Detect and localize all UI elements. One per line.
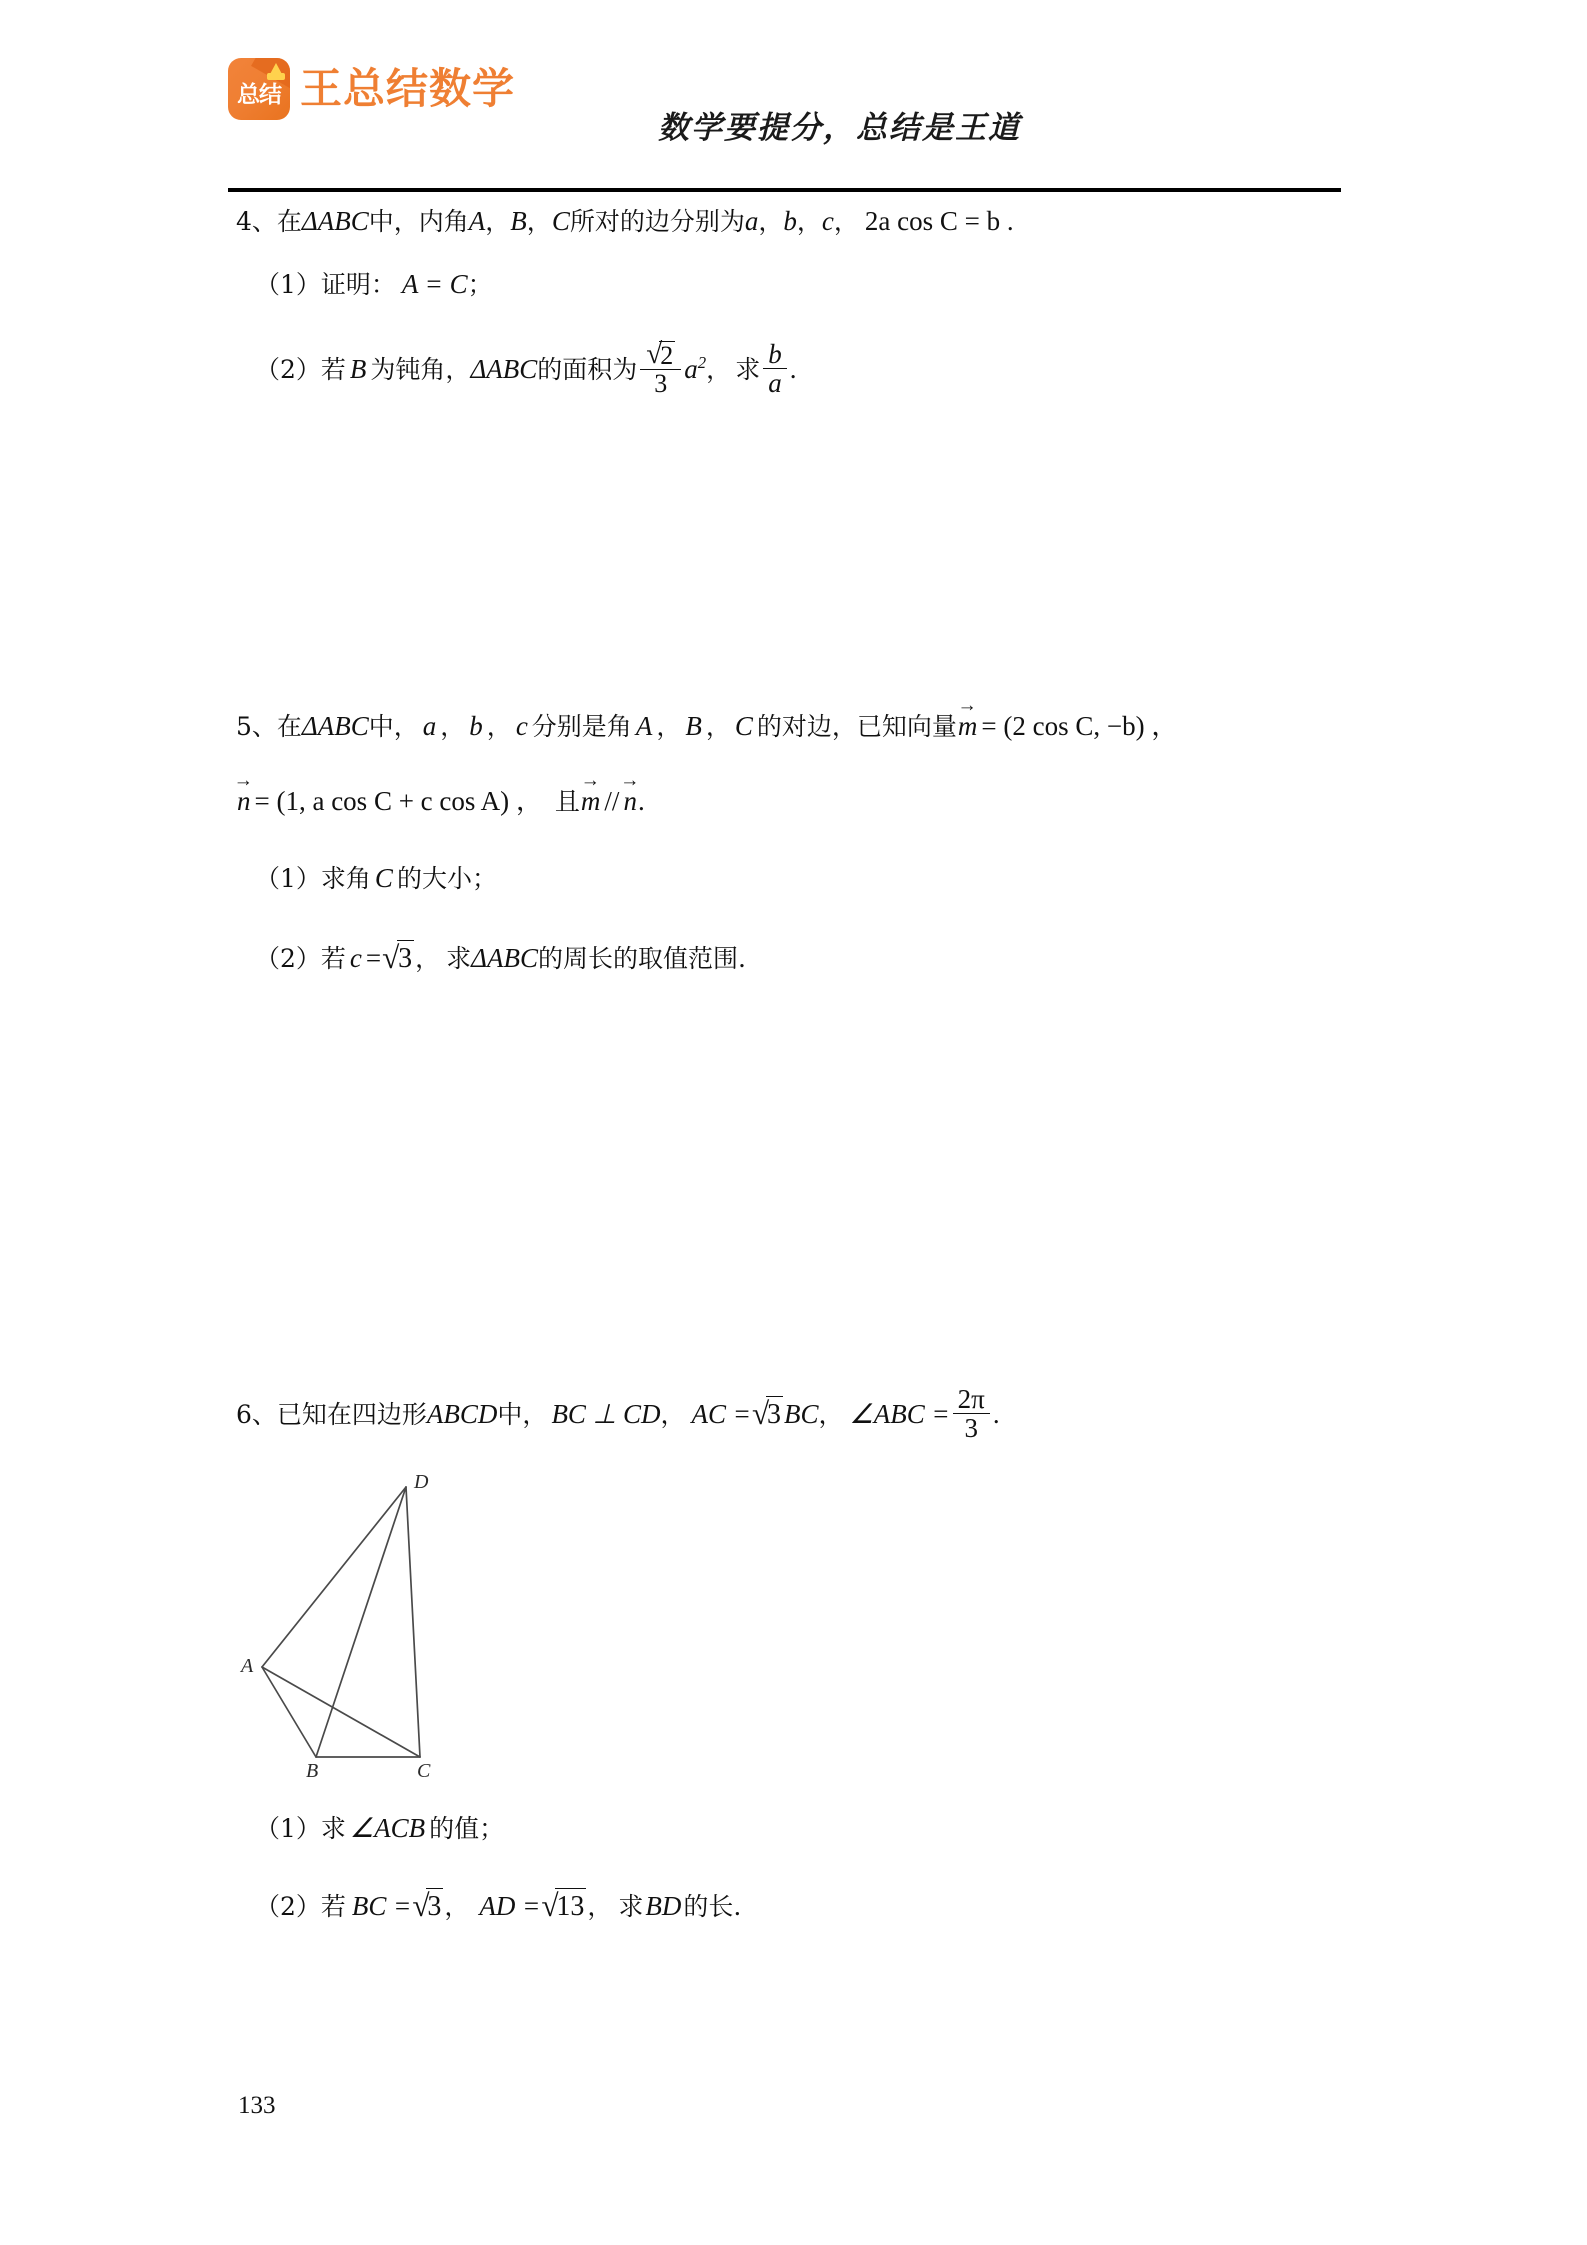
problem-4-equation: 2a cos C = b .: [864, 206, 1014, 236]
angle-abc-label: ∠ABC =: [849, 1399, 950, 1430]
vector-n-parallel: n →: [622, 785, 638, 819]
edge-cd: [406, 1487, 420, 1757]
page-header: [228, 58, 1406, 168]
problem-5-stem-line-1: 5、在ΔABC中， a ， b ， c 分别是角 A ， B ， C 的对边，已知向量m → = (2 cos C, −b) ，: [236, 710, 1178, 744]
brand-name: 王总结数学: [300, 64, 516, 113]
area-fraction: √ $\frac{2}{3}$: [640, 341, 681, 398]
vector-m: m →: [957, 710, 979, 744]
vector-m-parallel: m →: [580, 785, 602, 819]
page-number: 133: [238, 2092, 276, 2119]
edge-ab: [262, 1667, 316, 1757]
sqrt-3-bc: √ 3: [412, 1888, 443, 1924]
sqrt-3: √ 3: [382, 940, 414, 976]
brand-badge-icon: [228, 58, 290, 120]
problem-5-number: 5、: [236, 712, 277, 741]
diagonal-bd: [316, 1487, 406, 1757]
crown-base-icon: [267, 73, 285, 80]
perpendicular-relation: BC ⊥ CD: [551, 1399, 661, 1430]
problem-5-stem-line-2: n → = (1, a cos C + c cos A) ， 且m → // n →.: [236, 785, 645, 819]
problem-4-number: 4、: [236, 207, 277, 236]
ratio-fraction: $\frac{b}{a}$: [763, 340, 787, 398]
vertex-label-b: B: [306, 1760, 319, 1782]
problem-4-part-2: （2）若 B 为钝角，ΔABC的面积为 √ $\frac{2}{3}$ $a^2$， 求 $\frac{b}{a}$ .: [255, 340, 796, 398]
a-squared: $a^2$: [684, 353, 707, 385]
problem-6-number: 6、: [236, 1400, 277, 1430]
problem-4-stem: 4、在ΔABC中，内角A，B，C所对的边分别为a，b，c， 2a cos C = b .: [236, 206, 1014, 236]
vertex-label-c: C: [417, 1760, 431, 1782]
problem-6-stem: 6、已知在四边形ABCD中， BC ⊥ CD， AC = √ 3 BC， ∠ABC = $\frac{2\pi}{3}$ .: [236, 1385, 1000, 1443]
vertex-label-d: D: [414, 1471, 429, 1493]
problem-6-part-2: （2）若 BC = √ 3 ， AD = √ 13 ， 求BD的长.: [255, 1888, 741, 1924]
sqrt-3-ac: √ 3: [752, 1396, 783, 1432]
problem-5-part-1: （1）求角 C 的大小；: [255, 863, 497, 893]
edge-da: [262, 1487, 406, 1667]
header-divider: [228, 188, 1341, 192]
angle-fraction: $\frac{2\pi}{3}$: [953, 1385, 990, 1443]
quadrilateral-abcd-diagram: [236, 1455, 486, 1800]
problem-6-part-1: （1）求 ∠ACB 的值；: [255, 1813, 505, 1843]
vector-n: n →: [236, 785, 252, 819]
problem-6-figure: [236, 1455, 486, 1800]
vertex-label-a: A: [241, 1655, 254, 1677]
problem-5-part-2: （2）若 c = √ 3 ， 求ΔABC的周长的取值范围.: [255, 940, 746, 976]
brand-logo: [228, 58, 515, 120]
badge-label: 总结: [237, 81, 281, 108]
sqrt-13-ad: √ 13: [541, 1888, 586, 1924]
header-tagline: 数学要提分，总结是王道: [658, 110, 1021, 146]
problem-4-part-1: （1）证明： A = C；: [255, 269, 493, 299]
